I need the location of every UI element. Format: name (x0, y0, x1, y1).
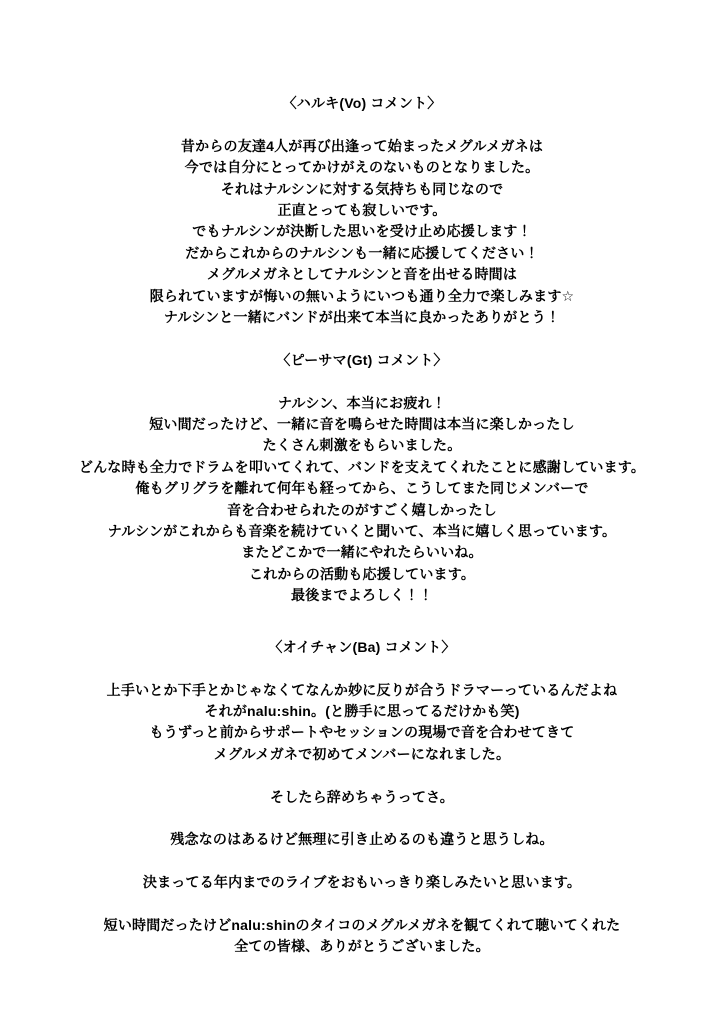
text-line: 決まってる年内までのライブをおもいっきり楽しみたいと思います。 (142, 874, 582, 891)
text-line: 最後までよろしく！！ (291, 587, 433, 604)
text-line: たくさん刺激をもらいました。 (262, 437, 462, 454)
text-line: メグルメガネとしてナルシンと音を出せる時間は (206, 266, 518, 283)
text-line: 今では自分にとってかけがえのないものとなりました。 (184, 159, 540, 176)
text-line: 上手いとか下手とかじゃなくてなんか妙に反りが合うドラマーっているんだよね (106, 681, 618, 698)
text-line: 俺もグリグラを離れて何年も経ってから、こうしてまた同じメンバーで (135, 480, 589, 497)
section-header: 〈ハルキ(Vo) コメント〉 (282, 95, 442, 111)
text-line: 限られていますが悔いの無いようにいつも通り全力で楽しみます☆ (149, 287, 575, 304)
comment-section (0, 93, 724, 328)
comment-section (0, 350, 724, 607)
text-line: 音を合わせられたのがすごく嬉しかったし (227, 501, 497, 518)
text-line: 昔からの友達4人が再び出逢って始まったメグルメガネは (180, 137, 544, 154)
comment-section (0, 637, 724, 958)
text-line: それがnalu:shin。(と勝手に思ってるだけかも笑) (204, 702, 520, 719)
text-line: だからこれからのナルシンも一緒に応援してください！ (185, 244, 539, 261)
text-line: もうずっと前からサポートやセッションの現場で音を合わせてきて (149, 724, 575, 741)
text-line: でもナルシンが決断した思いを受け止め応援します！ (192, 223, 532, 240)
comment-paragraph (0, 915, 724, 958)
section-header: 〈ピーサマ(Gt) コメント〉 (276, 351, 448, 368)
text-line: ナルシンがこれからも音楽を続けていくと聞いて、本当に嬉しく思っています。 (107, 523, 617, 540)
comment-paragraph (0, 136, 724, 329)
text-line: メグルメガネで初めてメンバーになれました。 (213, 745, 511, 762)
text-line: 正直とっても寂しいです。 (277, 202, 447, 219)
text-line: これからの活動も応援しています。 (248, 565, 476, 582)
section-header: 〈オイチャン(Ba) コメント〉 (268, 638, 456, 655)
comment-paragraph (0, 787, 724, 808)
text-line: それはナルシンに対する気持ちも同じなので (220, 180, 504, 197)
text-line: どんな時も全力でドラムを叩いてくれて、バンドを支えてくれたことに感謝しています。 (78, 458, 646, 475)
text-line: 全ての皆様、ありがとうございました。 (234, 938, 490, 955)
text-line: またどこかで一緒にやれたらいいね。 (241, 544, 483, 561)
text-line: そしたら辞めちゃうってさ。 (269, 788, 455, 805)
comment-paragraph (0, 829, 724, 850)
text-line: ナルシン、本当にお疲れ！ (278, 394, 446, 411)
text-line: 残念なのはあるけど無理に引き止めるのも違うと思うしね。 (170, 831, 554, 848)
comment-paragraph (0, 872, 724, 893)
comment-paragraph (0, 393, 724, 607)
comment-paragraph (0, 680, 724, 766)
text-line: 短い時間だったけどnalu:shinのタイコのメグルメガネを観てくれて聴いてくれた (103, 916, 621, 933)
text-line: 短い間だったけど、一緒に音を鳴らせた時間は本当に楽しかったし (149, 416, 575, 433)
text-line: ナルシンと一緒にバンドが出来て本当に良かったありがとう！ (163, 309, 561, 326)
